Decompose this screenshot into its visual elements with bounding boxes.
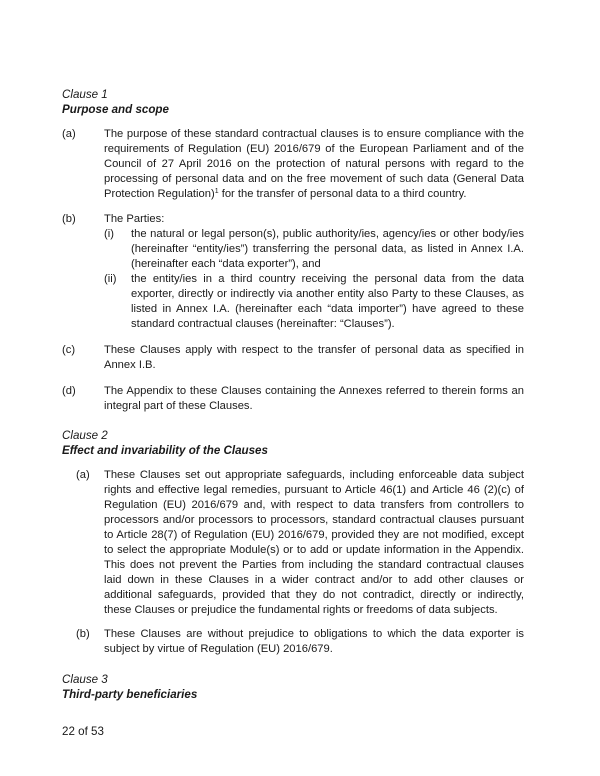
paragraph-text: The Parties: bbox=[104, 213, 165, 225]
clause-1-subitem-i bbox=[104, 227, 524, 273]
paragraph-text: These Clauses apply with respect to the transfer of personal data as specified in Annex I.B. bbox=[104, 344, 524, 371]
paragraph-text: These Clauses are without prejudice to obligations to which the data exporter is subject by virtue of Regulation (EU) 2016/679. bbox=[104, 628, 524, 655]
paragraph-label: (c) bbox=[62, 344, 76, 356]
clause-2-number: Clause 2 bbox=[62, 429, 108, 442]
footnote-ref: 1 bbox=[214, 188, 219, 195]
paragraph-label: (d) bbox=[62, 385, 76, 397]
clause-1-paragraph-d bbox=[62, 384, 524, 415]
paragraph-text: These Clauses set out appropriate safeguards, including enforceable data subject rights and effective legal remedies, pursuant to Article 46(1) and Article 46 (2)(c) of Regulation (EU) 2016/679 and, with respect to data transfers from controllers to processors and/or processors to processors, standard contractual clauses pursuant to Article 28(7) of Regulation (EU) 2016/679, provided they are not modified, except to select the appropriate Module(s) or to add or update information in the Appendix. This does not prevent the Parties from including the standard contractual clauses laid down in these Clauses in a wider contract and/or to add other clauses or additional safeguards, provided that they do not contradict, directly or indirectly, these Clauses or prejudice the fundamental rights or freedoms of data subjects. bbox=[104, 469, 524, 616]
clause-1-paragraph-b bbox=[62, 212, 524, 228]
subitem-label: (ii) bbox=[104, 273, 117, 285]
clause-2-paragraph-a bbox=[76, 468, 524, 620]
subitem-label: (i) bbox=[104, 228, 114, 240]
clause-1-title: Purpose and scope bbox=[62, 103, 169, 116]
paragraph-label: (b) bbox=[62, 213, 76, 225]
clause-1-paragraph-a bbox=[62, 127, 524, 203]
clause-3-title: Third-party beneficiaries bbox=[62, 688, 198, 701]
clause-1-paragraph-c bbox=[62, 343, 524, 374]
page-number: 22 of 53 bbox=[62, 725, 104, 738]
clause-2-paragraph-b bbox=[76, 627, 524, 658]
paragraph-label: (a) bbox=[76, 469, 90, 481]
paragraph-label: (a) bbox=[62, 128, 76, 140]
clause-3-number: Clause 3 bbox=[62, 673, 108, 686]
paragraph-text: The purpose of these standard contractual clauses is to ensure compliance with the requirements of Regulation (EU) 2016/679 of the European Parliament and of the Council of 27 April 2016 on the protection of natural persons with regard to the processing of personal data and on the free movement of such data (General Data Protection Regulation)$^1$ for the transfer of personal data to a third country. bbox=[104, 128, 524, 200]
clause-1-subitem-ii bbox=[104, 272, 524, 334]
clause-1-number: Clause 1 bbox=[62, 88, 108, 101]
subitem-text: the entity/ies in a third country receiving the personal data from the data exporter, directly or indirectly via another entity also Party to these Clauses, as listed in Annex I.A. (hereinafter each “data importer”) have agreed to these standard contractual clauses (hereinafter: “Clauses”). bbox=[131, 273, 524, 330]
clause-2-title: Effect and invariability of the Clauses bbox=[62, 444, 268, 457]
subitem-text: the natural or legal person(s), public authority/ies, agency/ies or other body/ies (hereinafter “entity/ies”) transferring the personal data, as listed in Annex I.A. (hereinafter each “data exporter”), and bbox=[131, 228, 524, 270]
paragraph-text: The Appendix to these Clauses containing the Annexes referred to therein forms an integral part of these Clauses. bbox=[104, 385, 524, 412]
paragraph-label: (b) bbox=[76, 628, 90, 640]
